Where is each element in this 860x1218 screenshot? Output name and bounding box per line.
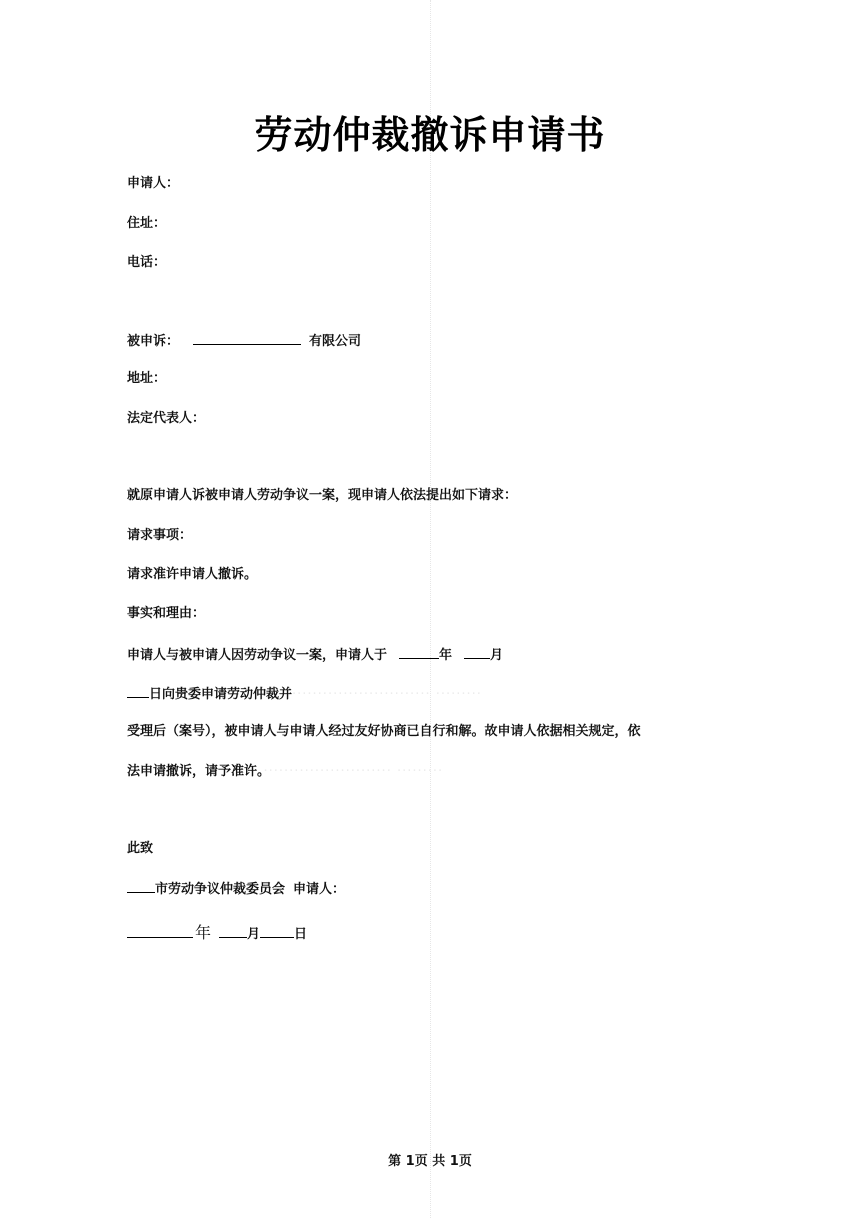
applicant-phone-label: 电话： bbox=[127, 255, 167, 270]
applicant-address-label: 住址： bbox=[127, 216, 167, 231]
date-month-blank bbox=[219, 925, 247, 938]
facts-line-2 bbox=[127, 685, 482, 703]
applicant-name-label: 申请人： bbox=[127, 176, 180, 191]
facts-line-1-text: 申请人与被申请人因劳动争议一案，申请人于 bbox=[127, 648, 388, 663]
facts-month-label: 月 bbox=[490, 648, 504, 663]
date-month-label: 月 bbox=[247, 927, 261, 942]
committee-city-blank bbox=[127, 880, 155, 893]
request-text: 请求准许申请人撤诉。 bbox=[127, 567, 258, 582]
faint-trailing-text-2: ························· ········· bbox=[263, 764, 444, 779]
document-title: 劳动仲裁撤诉申请书 bbox=[254, 113, 606, 157]
committee-line bbox=[127, 880, 345, 898]
committee-name: 市劳动争议仲裁委员会 bbox=[155, 882, 286, 897]
respondent-address-label: 地址： bbox=[127, 371, 167, 386]
facts-line-3: 受理后（案号），被申请人与申请人经过友好协商已自行和解。故申请人依据相关规定，依 bbox=[127, 724, 641, 739]
legal-rep-label: 法定代表人： bbox=[127, 411, 206, 426]
date-year-label: 年 bbox=[195, 923, 212, 942]
facts-line-1 bbox=[127, 646, 503, 664]
respondent-label: 被申诉： bbox=[127, 334, 180, 349]
date-year-blank bbox=[127, 925, 193, 938]
faint-trailing-text-1: ··························· ········· bbox=[292, 687, 482, 702]
page-fold-guide bbox=[430, 0, 431, 1218]
facts-heading: 事实和理由： bbox=[127, 606, 206, 621]
date-line bbox=[127, 925, 307, 943]
closing-text: 此致 bbox=[127, 841, 154, 856]
date-day-label: 日 bbox=[294, 927, 308, 942]
committee-applicant-label: 申请人： bbox=[293, 882, 346, 897]
facts-day-blank bbox=[127, 685, 149, 698]
facts-line-4 bbox=[127, 764, 443, 780]
facts-month-blank bbox=[464, 646, 490, 659]
facts-year-label: 年 bbox=[439, 648, 453, 663]
page-footer: 第 1页 共 1页 bbox=[388, 1154, 472, 1169]
facts-line-2-text: 日向贵委申请劳动仲裁并 bbox=[149, 687, 293, 702]
date-day-blank bbox=[260, 925, 294, 938]
facts-line-4-text: 法申请撤诉，请予准许。 bbox=[127, 764, 264, 779]
request-heading: 请求事项： bbox=[127, 528, 193, 543]
respondent-company-blank bbox=[193, 332, 301, 345]
respondent-line bbox=[127, 332, 361, 350]
respondent-company-suffix: 有限公司 bbox=[309, 334, 362, 349]
facts-year-blank bbox=[399, 646, 439, 659]
intro-paragraph: 就原申请人诉被申请人劳动争议一案，现申请人依法提出如下请求： bbox=[127, 488, 518, 503]
